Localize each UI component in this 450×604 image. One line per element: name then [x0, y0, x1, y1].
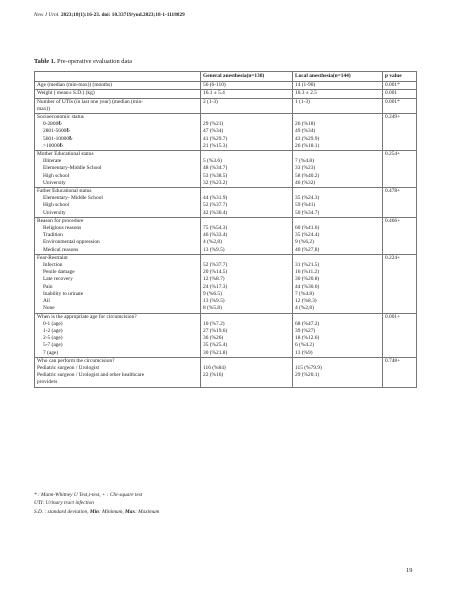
- row-label-line: 2801-5600₺: [43, 128, 70, 135]
- local-anesthesia-cell-line: 18 (%12.6): [295, 335, 320, 342]
- local-anesthesia-cell-line: 10.3 ± 2.5: [295, 90, 317, 97]
- footnotes: [34, 491, 159, 516]
- local-anesthesia-cell: [293, 151, 383, 188]
- general-anesthesia-cell-line: 21 (%15.3): [203, 142, 228, 149]
- row-label-line: Reason for procedure: [37, 217, 84, 224]
- general-anesthesia-cell-line: [203, 358, 290, 365]
- table-row: [35, 188, 417, 218]
- general-anesthesia-cell-line: [203, 379, 290, 386]
- footnote-min-text: : Minimum,: [99, 508, 126, 515]
- local-anesthesia-cell-line: [295, 379, 380, 386]
- local-anesthesia-cell-line: 39 (%27): [295, 327, 316, 334]
- local-anesthesia-cell-line: 1 (1-3): [295, 98, 310, 105]
- general-anesthesia-cell-line: 13 (%9.5): [203, 246, 225, 253]
- row-label-line: max)): [37, 105, 50, 112]
- row-label-line: Pain: [43, 283, 53, 290]
- general-anesthesia-cell-line: 52 (%37.7): [203, 262, 228, 269]
- general-anesthesia-cell-line: 47 (%34): [203, 128, 224, 135]
- p-value-cell: 0.748+: [383, 357, 417, 387]
- table-row: [35, 90, 417, 98]
- row-label-line: 2-5 (age): [43, 335, 63, 342]
- general-anesthesia-cell-line: 32 (%23.2): [203, 179, 228, 186]
- local-anesthesia-cell-line: 50 (%34.7): [295, 209, 320, 216]
- row-label: [35, 82, 201, 90]
- general-anesthesia-cell: [201, 151, 293, 188]
- row-label: [35, 217, 201, 254]
- general-anesthesia-cell-line: 42 (%30.4): [203, 209, 228, 216]
- p-value-cell: 0.466+: [383, 217, 417, 254]
- local-anesthesia-cell: [293, 254, 383, 313]
- column-header: [35, 72, 201, 82]
- local-anesthesia-cell-line: 26 (%18): [295, 121, 316, 128]
- row-label-line: Religious reasons: [43, 225, 82, 232]
- table-row: [35, 313, 417, 357]
- row-label-line: 0-1 (age): [43, 320, 63, 327]
- local-anesthesia-cell-line: 31 (%21.5): [295, 262, 320, 269]
- table-caption: [34, 58, 132, 65]
- general-anesthesia-cell: [201, 98, 293, 113]
- general-anesthesia-cell-line: 30 (%21.8): [203, 349, 228, 356]
- row-label-line: When is the appropriate age for circumcision?: [37, 313, 137, 320]
- local-anesthesia-cell-line: 68 (%47.2): [295, 320, 320, 327]
- general-anesthesia-cell: [201, 114, 293, 151]
- row-label-line: Environmental oppression: [43, 239, 100, 246]
- general-anesthesia-cell-line: 22 (%16): [203, 372, 224, 379]
- local-anesthesia-cell-line: 12 (%8.3): [295, 298, 317, 305]
- table-row: [35, 217, 417, 254]
- local-anesthesia-cell-line: 7 (%4.8): [295, 290, 314, 297]
- general-anesthesia-cell-line: 56 (6-110): [203, 82, 226, 89]
- local-anesthesia-cell-line: 26 (%18.1): [295, 142, 320, 149]
- row-label-line: Age (median (min-max)) (months): [37, 82, 112, 89]
- table-label: Table 1.: [34, 58, 56, 65]
- p-value-cell: 0.224+: [383, 254, 417, 313]
- table-row: [35, 151, 417, 188]
- row-label: [35, 357, 201, 387]
- citation: 2023;18(1):16-23. doi: 10.33719/yud.2023;18-1-1118829: [60, 12, 185, 18]
- general-anesthesia-cell-line: 2 (1-3): [203, 98, 218, 105]
- table-row: [35, 98, 417, 113]
- general-anesthesia-cell: [201, 90, 293, 98]
- row-label-line: 7 (age): [43, 349, 59, 356]
- local-anesthesia-cell: [293, 357, 383, 387]
- journal-name: New J Urol.: [34, 12, 60, 18]
- general-anesthesia-cell-line: 48 (%34.7): [203, 165, 228, 172]
- footnote-min-label: Min: [89, 508, 99, 515]
- local-anesthesia-cell-line: 13 (%9): [295, 349, 313, 356]
- general-anesthesia-cell-line: 41 (%29.7): [203, 135, 228, 142]
- row-label-line: 0-2800₺: [43, 121, 62, 128]
- local-anesthesia-cell: [293, 82, 383, 90]
- general-anesthesia-cell: [201, 313, 293, 357]
- local-anesthesia-cell-line: [295, 314, 380, 321]
- evaluation-table: [34, 71, 417, 388]
- row-label-line: Late recovery: [43, 276, 73, 283]
- local-anesthesia-cell-line: 30 (%20.8): [295, 276, 320, 283]
- running-header: [34, 12, 185, 18]
- row-label-line: University: [43, 179, 66, 186]
- general-anesthesia-cell-line: 75 (%54.3): [203, 225, 228, 232]
- row-label-line: Fear-Restraint: [37, 254, 68, 261]
- row-label-line: Number of UTIs (in last one year) (median (min-: [37, 98, 143, 105]
- local-anesthesia-cell-line: 29 (%20.1): [295, 372, 320, 379]
- table-header-row: [35, 72, 417, 82]
- row-label-line: 1-2 (age): [43, 327, 63, 334]
- local-anesthesia-cell-line: 44 (%30.6): [295, 283, 320, 290]
- table-title: Pre-operative evaluation data: [57, 58, 132, 65]
- row-label-line: Pediatric surgeon / Urologist: [37, 364, 100, 371]
- general-anesthesia-cell-line: 35 (%25.4): [203, 342, 228, 349]
- general-anesthesia-cell-line: 5 (%3.6): [203, 158, 222, 165]
- local-anesthesia-cell: [293, 188, 383, 218]
- row-label: [35, 313, 201, 357]
- row-label-line: Father Educational status: [37, 188, 92, 195]
- general-anesthesia-cell: [201, 188, 293, 218]
- table-row: [35, 254, 417, 313]
- row-label-line: Who can perform the circumcision?: [37, 357, 115, 364]
- footnote-tests: * : Mann-Whitney U Test,t-test, + : Chi-square test: [34, 492, 143, 498]
- table-row: [35, 82, 417, 90]
- general-anesthesia-cell-line: 10 (%7.2): [203, 320, 225, 327]
- row-label-line: Elementary- Middle School: [43, 195, 103, 202]
- general-anesthesia-cell-line: 20 (%14.5): [203, 269, 228, 276]
- p-value-cell: 0.001*: [383, 82, 417, 90]
- general-anesthesia-cell: [201, 357, 293, 387]
- general-anesthesia-cell-line: 52 (%37.7): [203, 202, 228, 209]
- row-label: [35, 90, 201, 98]
- general-anesthesia-cell-line: 29 (%21): [203, 121, 224, 128]
- p-value-cell: 0.254+: [383, 151, 417, 188]
- general-anesthesia-cell-line: 46 (%33.4): [203, 232, 228, 239]
- row-label: [35, 188, 201, 218]
- general-anesthesia-cell: [201, 254, 293, 313]
- local-anesthesia-cell-line: [295, 255, 380, 262]
- local-anesthesia-cell-line: [295, 218, 380, 225]
- local-anesthesia-cell-line: 16 (%11.2): [295, 269, 320, 276]
- local-anesthesia-cell: [293, 98, 383, 113]
- row-label-line: Pediatric surgeon / Urologist and other healthcare: [37, 372, 145, 379]
- row-label: [35, 151, 201, 188]
- local-anesthesia-cell-line: 7 (%4.8): [295, 158, 314, 165]
- footnote-uti: UTI: Urinary tract infection: [34, 500, 94, 507]
- local-anesthesia-cell: [293, 313, 383, 357]
- row-label-line: Illiterate: [43, 158, 62, 165]
- general-anesthesia-cell-line: [203, 218, 290, 225]
- local-anesthesia-cell-line: 4 (%2,8): [295, 305, 314, 312]
- row-label-line: None: [43, 305, 55, 312]
- local-anesthesia-cell-line: 46 (%32): [295, 179, 316, 186]
- column-header: p value: [383, 72, 417, 82]
- row-label-line: Penile damage: [43, 269, 75, 276]
- local-anesthesia-cell: [293, 90, 383, 98]
- local-anesthesia-cell-line: [295, 358, 380, 365]
- footnote-max-text: : Maximum: [135, 508, 160, 515]
- local-anesthesia-cell: [293, 217, 383, 254]
- general-anesthesia-cell-line: 27 (%19.6): [203, 327, 228, 334]
- local-anesthesia-cell-line: 58 (%40.2): [295, 172, 320, 179]
- local-anesthesia-cell-line: 115 (%79.9): [295, 364, 322, 371]
- p-value-cell: 0.001*: [383, 98, 417, 113]
- row-label-line: 5601-10000₺: [43, 135, 73, 142]
- local-anesthesia-cell-line: 49 (%34): [295, 128, 316, 135]
- row-label-line: Inability to urinate: [43, 290, 84, 297]
- local-anesthesia-cell-line: 14 (1-90): [295, 82, 316, 89]
- row-label: [35, 114, 201, 151]
- general-anesthesia-cell-line: 8 (%5.8): [203, 305, 222, 312]
- row-label-line: Socioeconomic status: [37, 114, 84, 121]
- general-anesthesia-cell-line: 53 (%38.5): [203, 172, 228, 179]
- general-anesthesia-cell-line: [203, 314, 290, 321]
- row-label: [35, 98, 201, 113]
- row-label-line: 5-7 (age): [43, 342, 63, 349]
- row-label-line: Elementary-Middle School: [43, 165, 102, 172]
- page-number: 19: [406, 567, 413, 574]
- local-anesthesia-cell: [293, 114, 383, 151]
- row-label-line: University: [43, 209, 66, 216]
- general-anesthesia-cell-line: 116 (%84): [203, 364, 226, 371]
- local-anesthesia-cell-line: 35 (%24.3): [295, 195, 320, 202]
- general-anesthesia-cell-line: 4 (%2,8): [203, 239, 222, 246]
- local-anesthesia-cell-line: 40 (%27,8): [295, 246, 320, 253]
- row-label-line: High school: [43, 202, 70, 209]
- local-anesthesia-cell-line: 60 (%41.6): [295, 225, 320, 232]
- row-label: [35, 254, 201, 313]
- row-label-line: Weight ( mean± S.D.) (kg): [37, 90, 95, 97]
- local-anesthesia-cell-line: 9 (%6,2): [295, 239, 314, 246]
- p-value-cell: 0.478+: [383, 188, 417, 218]
- local-anesthesia-cell-line: 43 (%29.9): [295, 135, 320, 142]
- table-row: [35, 357, 417, 387]
- footnote-abbrev: [34, 508, 159, 516]
- general-anesthesia-cell: [201, 217, 293, 254]
- row-label-line: All: [43, 298, 50, 305]
- p-value-cell: 0.001+: [383, 313, 417, 357]
- general-anesthesia-cell-line: [203, 255, 290, 262]
- local-anesthesia-cell-line: 6 (%4.2): [295, 342, 314, 349]
- general-anesthesia-cell-line: 36 (%26): [203, 335, 224, 342]
- footnote-max-label: Max: [125, 508, 136, 515]
- column-header: General anesthesia(n=138): [201, 72, 293, 82]
- general-anesthesia-cell-line: 44 (%31.9): [203, 195, 228, 202]
- local-anesthesia-cell-line: 35 (%24.4): [295, 232, 320, 239]
- local-anesthesia-cell-line: 33 (%23): [295, 165, 316, 172]
- table-row: [35, 114, 417, 151]
- row-label-line: >10000₺: [43, 142, 63, 149]
- general-anesthesia-cell-line: 13 (%9.5): [203, 298, 225, 305]
- general-anesthesia-cell-line: 16.1 ± 5.4: [203, 90, 225, 97]
- column-header: Local anesthesia(n=144): [293, 72, 383, 82]
- row-label-line: Tradition: [43, 232, 63, 239]
- general-anesthesia-cell: [201, 82, 293, 90]
- row-label-line: Infection: [43, 262, 63, 269]
- table-body: [35, 82, 417, 387]
- row-label-line: Mother Educational status: [37, 151, 94, 158]
- p-value-cell: 0.249+: [383, 114, 417, 151]
- row-label-line: providers: [37, 379, 58, 386]
- general-anesthesia-cell-line: 24 (%17.3): [203, 283, 228, 290]
- general-anesthesia-cell-line: 12 (%8.7): [203, 276, 225, 283]
- general-anesthesia-cell-line: 9 (%6.5): [203, 290, 222, 297]
- row-label-line: Medical reasons: [43, 246, 79, 253]
- row-label-line: High school: [43, 172, 70, 179]
- footnote-sd: S.D. : standard deviation,: [34, 508, 90, 515]
- local-anesthesia-cell-line: 59 (%41): [295, 202, 316, 209]
- p-value-cell: 0.001: [383, 90, 417, 98]
